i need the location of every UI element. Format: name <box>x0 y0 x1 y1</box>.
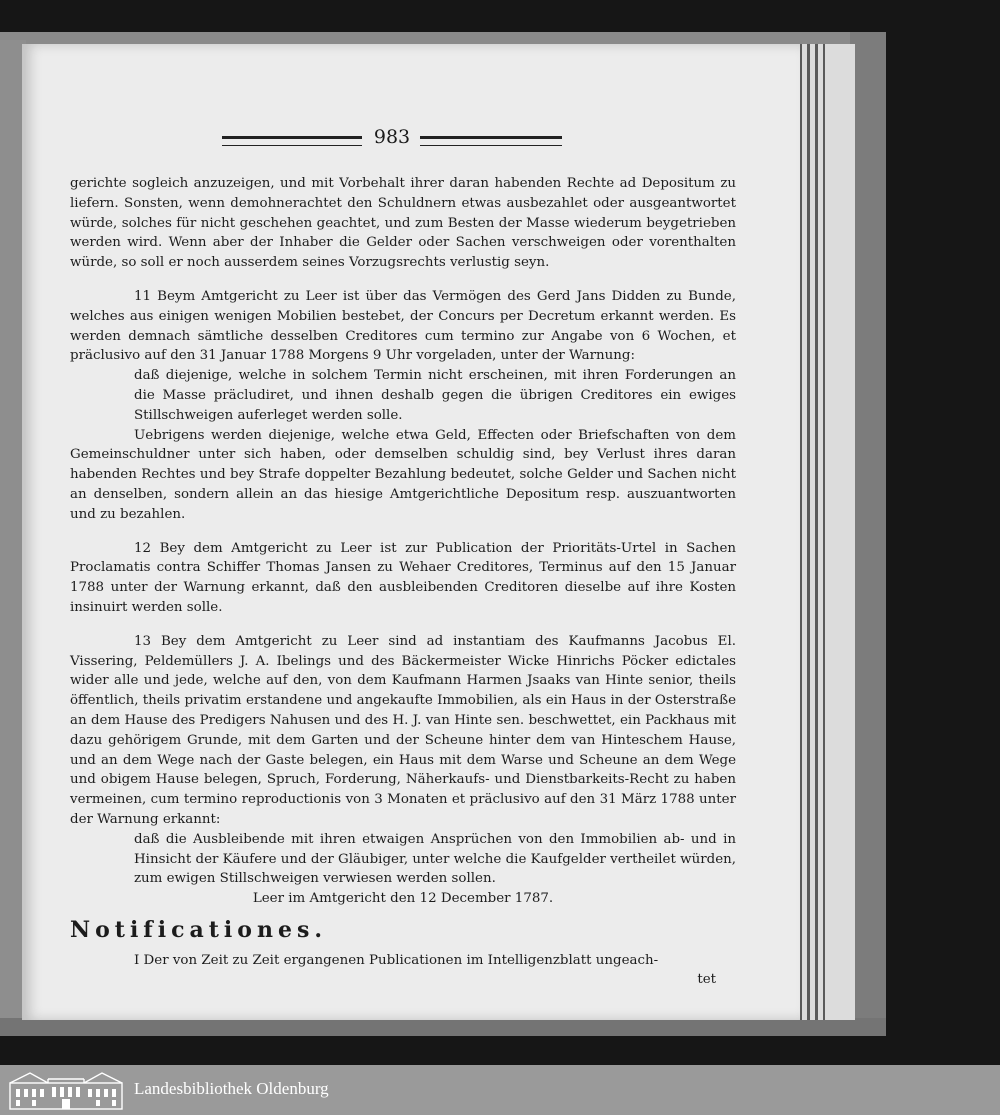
notification-line: I Der von Zeit zu Zeit ergangenen Publicationen im Intelligenzblatt ungeach- <box>134 952 659 968</box>
page-body <box>70 174 736 990</box>
paragraph-13-warning: daß die Ausbleibende mit ihren etwaigen Ansprüchen von den Immobilien ab- und in Hinsicht der Käufere und der Gläubiger, unter welche die Kaufgelder vertheilet würden, zum ewigen Stillschweigen verwiesen werden sollen. <box>134 831 736 887</box>
page-header <box>22 126 800 154</box>
paragraph-11-warning: daß diejenige, welche in solchem Termin nicht erscheinen, mit ihren Forderungen an die Masse präcludiret, und ihnen deshalb gegen die übrigen Creditores ein ewiges Stillschweigen auferleget werden solle. <box>134 368 736 423</box>
section-heading: Notificationes. <box>70 916 328 943</box>
library-name: Landesbibliothek Oldenburg <box>134 1079 329 1098</box>
paragraph-11: 11 Beym Amtgericht zu Leer ist über das Vermögen des Gerd Jans Didden zu Bunde, welches aus einigen wenigen Mobilien bestebet, der Concurs per Decretum erkannt werden. Es werden demnach sämtliche desselben Creditores cum termino zur Angabe von 6 Wochen, et präclusivo auf den 31 Januar 1788 Morgens 9 Uhr vorgeladen, unter der Warnung: <box>70 288 736 364</box>
book-cover-bottom <box>0 1018 886 1036</box>
book-page <box>22 44 800 1020</box>
date-line: Leer im Amtgericht den 12 December 1787. <box>252 891 554 907</box>
footer-bar <box>0 1065 1000 1115</box>
paragraph-11-notice: Uebrigens werden diejenige, welche etwa Geld, Effecten oder Briefschaften von dem Gemeinschuldner unter sich haben, oder demselben schuldig sind, bey Verlust ihres daran habenden Rechtes und bey Strafe doppelter Bezahlung bedeutet, solche Gelder und Sachen nicht an denselben, sondern allein an das hiesige Amtgerichtliche Depositum resp. auszuantworten und zu bezahlen. <box>70 427 736 522</box>
paragraph-13: 13 Bey dem Amtgericht zu Leer sind ad instantiam des Kaufmanns Jacobus El. Vissering, Peldemüllers J. A. Ibelings und des Bäckermeister Wicke Hinrichs Pöcker edictales wider alle und jede, welche auf den, von dem Kaufmann Harmen Jsaaks van Hinte senior, theils öffentlich, theils privatim erstandene und angekaufte Immobilien, als ein Haus in der Osterstraße an dem Hause des Predigers Nahusen und des H. J. van Hinte sen. beschwettet, ein Packhaus mit dazu gehörigem Grunde, mit dem Garten und der Scheune hinter dem van Hinteschem Hause, und an dem Wege nach der Gaste belegen, ein Haus mit dem Warse und Scheune an dem Wege und obigem Hause belegen, Spruch, Forderung, Näherkaufs- und Dienstbarkeits-Recht zu haben vermeinen, cum termino reproductionis von 3 Monaten et präclusivo auf den 31 März 1788 unter der Warnung erkannt: <box>70 633 736 827</box>
paragraph-12: 12 Bey dem Amtgericht zu Leer ist zur Publication der Prioritäts-Urtel in Sachen Proclamatis contra Schiffer Thomas Jansen zu Wehaer Creditores, Terminus auf den 15 Januar 1788 unter der Warnung erkannt, daß den ausbleibenden Creditoren dieselbe auf ihre Kosten insinuirt werden solle. <box>70 540 736 615</box>
header-rule-right <box>420 136 562 146</box>
page-number: 983 <box>373 126 411 148</box>
paragraph-continuation: gerichte sogleich anzuzeigen, und mit Vorbehalt ihrer daran habenden Rechte ad Depositum zu liefern. Sonsten, wenn demohnerachtet den Schuldnern etwas ausbezahlet oder ausgeantwortet würde, solches für nicht geschehen geachtet, und zum Besten der Masse wiederum beygetrieben werden wird. Wenn aber der Inhaber die Gelder oder Sachen verschweigen oder vorenthalten würde, so soll er noch ausserdem seines Vorzugsrechts verlustig seyn. <box>70 176 736 271</box>
book-cover-right <box>850 32 886 1030</box>
page-edges <box>795 44 855 1020</box>
catchword: tet <box>697 972 716 988</box>
library-building-icon <box>8 1069 124 1111</box>
